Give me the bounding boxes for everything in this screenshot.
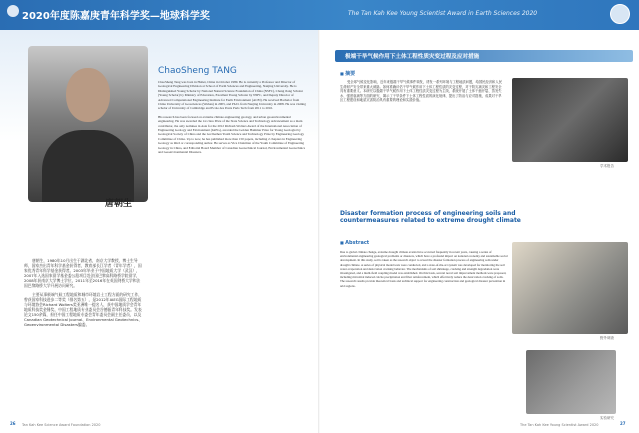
research-title-bar <box>335 50 633 62</box>
laureate-name-en: ChaoSheng TANG <box>158 66 237 76</box>
laureate-name-cn: 唐朝生 <box>105 199 133 209</box>
banner-title-cn: 2020年度陈嘉庚青年科学奖—地球科学奖 <box>22 11 210 22</box>
award-seal-icon <box>7 5 19 17</box>
footer-left: Tan Kah Kee Science Award Foundation 2020 <box>22 423 101 427</box>
abstract-cn <box>340 80 504 103</box>
laureate-portrait <box>28 46 148 202</box>
portrait-logo-icon <box>610 4 630 24</box>
caption-fieldwork: 野外调查 <box>600 336 614 340</box>
fieldwork-photo <box>512 242 628 334</box>
caption-lecture: 学术报告 <box>600 164 614 168</box>
abstract-en <box>340 250 508 288</box>
caption-lab: 实验研究 <box>600 416 614 420</box>
bio-en-paragraph-2: His research has been focused on extreme climate engineering geology, and urban geoenvironmental engineering. He was awarded the 1st class Prize of the State Science and Technology Advancement as a main contributor, the only nominee in Asia for the 2012 Richard-Wolters Award of the International Association of Engineering Geology and Environment (IAEG), awarded the Golden Hammer Prize for Young Geologist by Geological Society of China and the Gu Dezhen Youth Science and Technology Prize by Engineering Geology Committee of China. Up to now, he has published more than 150 papers, including 2 chapters in Engineering Geology as third or corresponding author. He serves as Vice Chairman of the Youth Committee of Engineering Geology in China, and Editorial Board Member of Canadian Geotechnical Journal, Environmental Geotechnics and Geoenvironmental Disasters. <box>158 114 306 155</box>
research-title-cn: 极端干旱气候作用下土体工程性质灾变过程及应对措施 <box>345 54 480 60</box>
bio-en-paragraph-1: ChaoSheng Tang was born in Hubei, China in October 1980. He is currently a Professor and Director of Geological Engineering Division at School of Earth Sciences and Engineering, Nanjing University. He is Distinguished Young Scholar by National Natural Science Foundation of China (NSFC), Chang Jiang Scholar (Young Scholar) by Ministry of Education, Excellent Young Scholar by NSFC, and Deputy Director of Advanced Computational Engineering Institute for Earth Environment (ACEI). He received Bachelor from China University of Geosciences (Wuhan) in 2003, and Ph.D. from Nanjing University in 2008. He was visiting scholar of University of Cambridge and Ecole des Ponts Paris Tech from 2011 to 2016. <box>158 80 306 111</box>
banner-title-en: The Tan Kah Kee Young Scientist Award in Earth Sciences 2020 <box>348 10 538 17</box>
portrait-face <box>66 68 110 122</box>
abstract-cn-text: 受全球气候变化影响，近年来极端干旱气候事件频发，诱发一系列环境与工程地质问题，给国民经济和人民生命财产安全带来重大威胁。如何准确评估干旱气候作用下土体工程性质的灾变过程，对于防灾减灾和工程安全具有重要意义。本研究以极端干旱气候作用下土体工程性质灾变过程为主线，系统开展了土体干缩开裂、蒸发失水、强度衰减等方面的研究，揭示了干旱条件下土体工程性质的演化规律，提出了防治与应对措施，成果对干旱区工程建设和地质灾害防治具有重要的理论和实践价值。 <box>340 80 502 103</box>
footer-right: The Tan Kah Kee Young Scientist Award 2020 <box>520 423 599 427</box>
bio-english <box>158 80 306 159</box>
bio-cn-paragraph-2: 主要从事极端气候工程地质和城市环境岩土工程方面的研究工作，曾获国家科技进步二等奖（排名第五），是2012年IAEG国际工程地质与环境协会Richard Wolters奖亚洲唯一提名人，获中国地质学会青年地质科技奖金锤奖、中国工程地质专业委员会谷德振青年科技奖。发表论文150余篇，担任中国工程地质专委会青年委员会副主任委员，以及Canadian Geotechnical Journal、Environmental Geotechnics、Geoenvironmental Disasters编委。 <box>24 292 143 327</box>
bio-chinese <box>24 258 144 331</box>
abstract-en-heading: ■ Abstract <box>340 240 369 246</box>
page-number-right: 27 <box>620 421 626 426</box>
lab-photo <box>526 350 616 414</box>
page-fold <box>318 30 320 433</box>
abstract-en-text: Due to global climate change, extreme drought climate events have occurred frequently in recent years, causing a series of environmental engineering geological problems or disasters, which have a profound impact on national economy and sustainable social development. In this study, soil is taken as the research object to reveal the disaster formation process of engineering soils under drought climate. A series of physical model tests were conducted, and a state-of-the-art system was developed for monitoring the soil water evaporation and desiccation cracking behavior. The mechanisms of soil shrinkage, cracking and strength degradation were investigated, and a multi-field coupling model was established. On this basis, several novel soil improvement methods were proposed, including microbial induced calcite precipitation and fiber reinforcement, which effectively reduce the desiccation cracking of soils. The research results provide theoretical basis and technical support for engineering construction and geological disaster prevention in arid regions. <box>340 250 508 288</box>
top-banner <box>0 0 639 30</box>
research-title-en: Disaster formation process of engineering soils and countermeasures related to extreme drought climate <box>340 210 521 224</box>
lecture-photo <box>512 78 628 162</box>
abstract-cn-heading: ■ 摘要 <box>340 70 355 77</box>
page-number-left: 26 <box>10 421 16 426</box>
bio-cn-paragraph-1: 唐朝生，1980年10月出生于湖北省，南京大学教授，博士生导师，国家杰出青年科学基金获得者，教育部长江学者（青年学者），国家优秀青年科学基金获得者。2003年毕业于中国地质大学（武汉），2007年入选国家留学基金委公派项目赴法国巴黎高科路桥学院留学，2008年获南京大学博士学位，2011年至2016年在英国剑桥大学和法国巴黎路桥大学开展访问研究。 <box>24 258 142 288</box>
portrait-body <box>42 130 134 202</box>
